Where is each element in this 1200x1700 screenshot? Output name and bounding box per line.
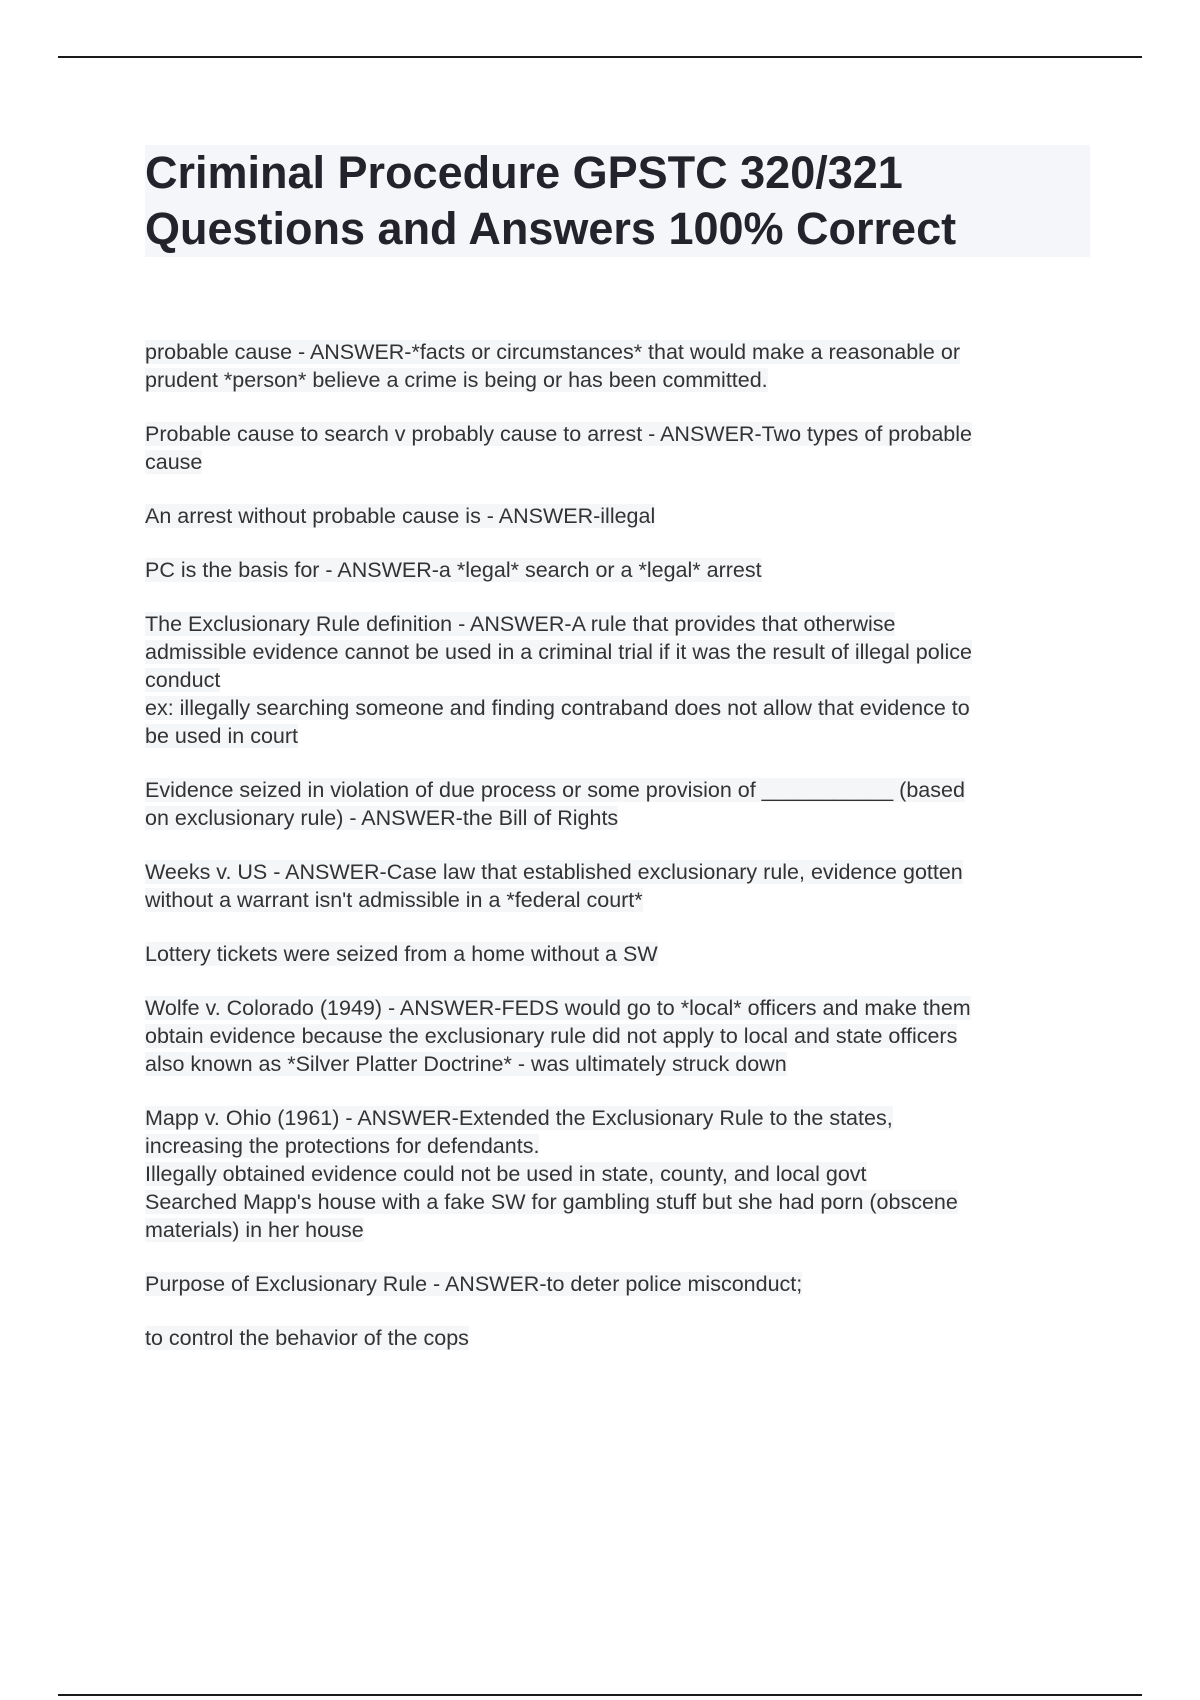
qa-item-wolfe-v-colorado [145,994,1090,1078]
qa-line: The Exclusionary Rule definition - ANSWER-A rule that provides that otherwise [145,612,896,636]
qa-line: Evidence seized in violation of due process or some provision of ___________ (based [145,778,965,802]
qa-item-search-vs-arrest [145,420,1090,476]
qa-line: Probable cause to search v probably cause to arrest - ANSWER-Two types of probable [145,422,972,446]
qa-line: Weeks v. US - ANSWER-Case law that established exclusionary rule, evidence gotten [145,860,963,884]
qa-line: prudent *person* believe a crime is being or has been committed. [145,368,768,392]
qa-item-pc-basis [145,556,1090,584]
qa-line: without a warrant isn't admissible in a *federal court* [145,888,643,912]
qa-line: Lottery tickets were seized from a home without a SW [145,942,658,966]
header-rule [58,56,1142,58]
title-line-1: Criminal Procedure GPSTC 320/321 [145,147,903,198]
document-title [145,145,1090,257]
qa-item-weeks-v-us [145,858,1090,914]
qa-item-mapp-v-ohio [145,1104,1090,1244]
qa-line: Mapp v. Ohio (1961) - ANSWER-Extended the Exclusionary Rule to the states, [145,1106,893,1130]
qa-line: ex: illegally searching someone and finding contraband does not allow that evidence to [145,696,970,720]
footer-rule [58,1694,1142,1696]
qa-line: admissible evidence cannot be used in a criminal trial if it was the result of illegal police [145,640,972,664]
qa-item-evidence-seized [145,776,1090,832]
qa-item-arrest-without-pc [145,502,1090,530]
qa-line: obtain evidence because the exclusionary rule did not apply to local and state officers [145,1024,958,1048]
qa-item-purpose-exclusionary-rule [145,1270,1090,1298]
qa-line: to control the behavior of the cops [145,1326,469,1350]
qa-line: An arrest without probable cause is - ANSWER-illegal [145,504,656,528]
qa-list [145,338,1090,1378]
qa-line: cause [145,450,203,474]
qa-item-control-behavior [145,1324,1090,1352]
qa-item-probable-cause [145,338,1090,394]
qa-line: on exclusionary rule) - ANSWER-the Bill of Rights [145,806,619,830]
qa-line: Wolfe v. Colorado (1949) - ANSWER-FEDS would go to *local* officers and make them [145,996,971,1020]
qa-line: conduct [145,668,221,692]
qa-line: probable cause - ANSWER-*facts or circumstances* that would make a reasonable or [145,340,960,364]
qa-item-lottery-tickets [145,940,1090,968]
qa-line: be used in court [145,724,298,748]
qa-line: also known as *Silver Platter Doctrine* - was ultimately struck down [145,1052,787,1076]
qa-line: Illegally obtained evidence could not be used in state, county, and local govt [145,1162,867,1186]
qa-line: materials) in her house [145,1218,364,1242]
qa-item-exclusionary-rule-definition [145,610,1090,750]
title-line-2: Questions and Answers 100% Correct [145,203,957,254]
qa-line: PC is the basis for - ANSWER-a *legal* search or a *legal* arrest [145,558,762,582]
qa-line: Searched Mapp's house with a fake SW for gambling stuff but she had porn (obscene [145,1190,958,1214]
qa-line: increasing the protections for defendants. [145,1134,540,1158]
qa-line: Purpose of Exclusionary Rule - ANSWER-to deter police misconduct; [145,1272,803,1296]
